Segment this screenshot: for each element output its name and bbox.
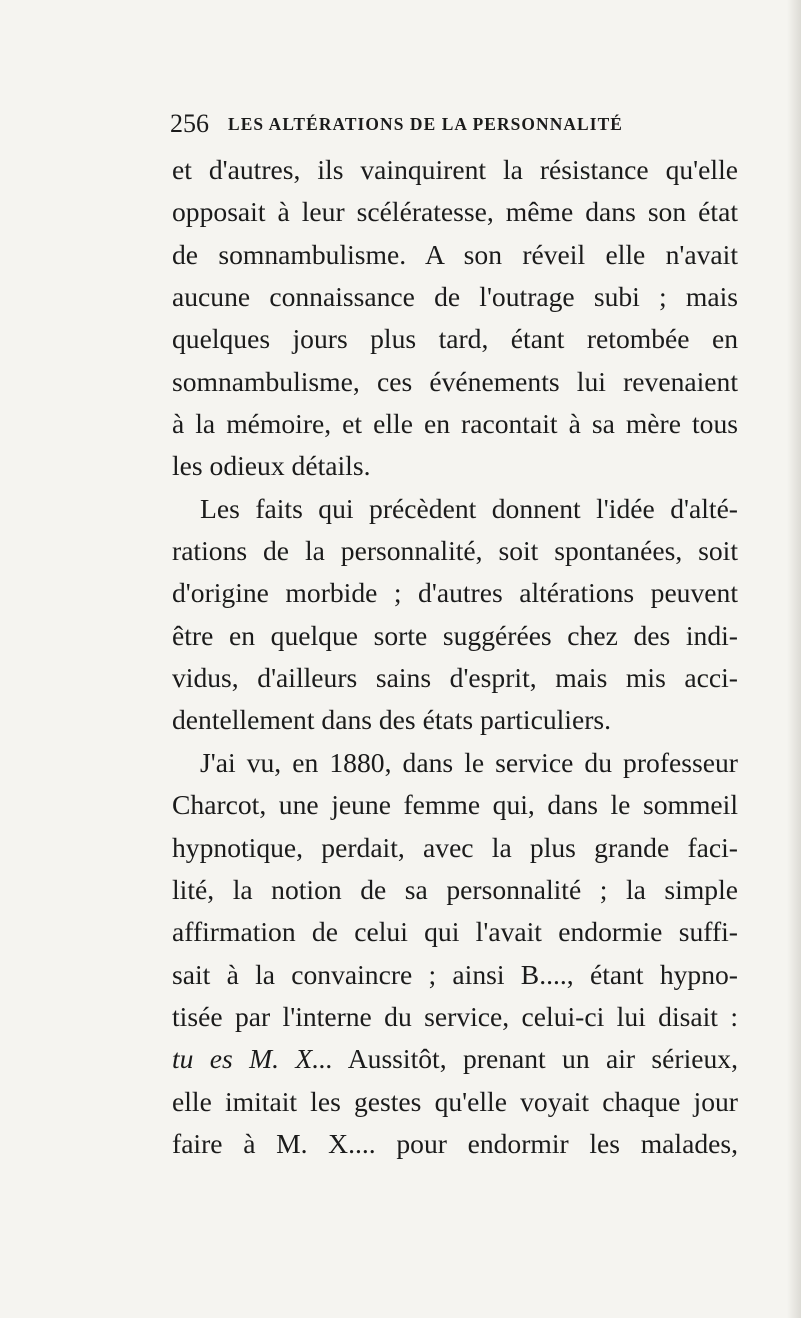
text-line: faire à M. X.... pour endormir les malades, [172, 1127, 738, 1159]
page-edge-shadow [787, 0, 801, 1318]
text-line: de somnambulisme. A son réveil elle n'avait [172, 238, 738, 270]
text-line: tisée par l'interne du service, celui-ci lui disait : [172, 1000, 738, 1032]
text-line: opposait à leur scélératesse, même dans son état [172, 196, 738, 228]
running-title: LES ALTÉRATIONS DE LA PERSONNALITÉ [228, 114, 623, 134]
text-line: sait à la convaincre ; ainsi B...., étant hypno- [172, 958, 738, 990]
text-span: Aussitôt, prenant un air sérieux, [332, 1043, 738, 1075]
page-number: 256 [170, 109, 209, 138]
text-line: dentellement dans des états particuliers. [172, 704, 612, 736]
text-line: affirmation de celui qui l'avait endormie suffi- [172, 916, 738, 948]
text-line: Les faits qui précèdent donnent l'idée d'alté- [200, 492, 738, 524]
text-line: les odieux détails. [172, 450, 371, 482]
text-line: hypnotique, perdait, avec la plus grande faci- [172, 831, 738, 863]
text-line: et d'autres, ils vainquirent la résistance qu'elle [172, 154, 738, 185]
text-line: vidus, d'ailleurs sains d'esprit, mais mis acci- [172, 662, 738, 694]
text-line: Charcot, une jeune femme qui, dans le sommeil [172, 789, 738, 821]
body-text [172, 149, 738, 1165]
running-head [170, 108, 740, 140]
text-line: d'origine morbide ; d'autres altérations peuvent [172, 577, 738, 609]
italic-quote: tu es M. X... [172, 1043, 333, 1075]
text-line: somnambulisme, ces événements lui revenaient [172, 365, 738, 397]
text-line [172, 1038, 738, 1080]
text-line: rations de la personnalité, soit spontanées, soit [172, 535, 738, 567]
text-line: J'ai vu, en 1880, dans le service du professeur [200, 746, 738, 778]
text-line: aucune connaissance de l'outrage subi ; mais [172, 281, 738, 313]
text-line: être en quelque sorte suggérées chez des indi- [172, 619, 738, 651]
text-line: lité, la notion de sa personnalité ; la simple [172, 873, 738, 905]
text-line: elle imitait les gestes qu'elle voyait chaque jour [172, 1085, 738, 1117]
text-line: à la mémoire, et elle en racontait à sa mère tous [172, 408, 738, 440]
text-line: quelques jours plus tard, étant retombée en [172, 323, 738, 355]
